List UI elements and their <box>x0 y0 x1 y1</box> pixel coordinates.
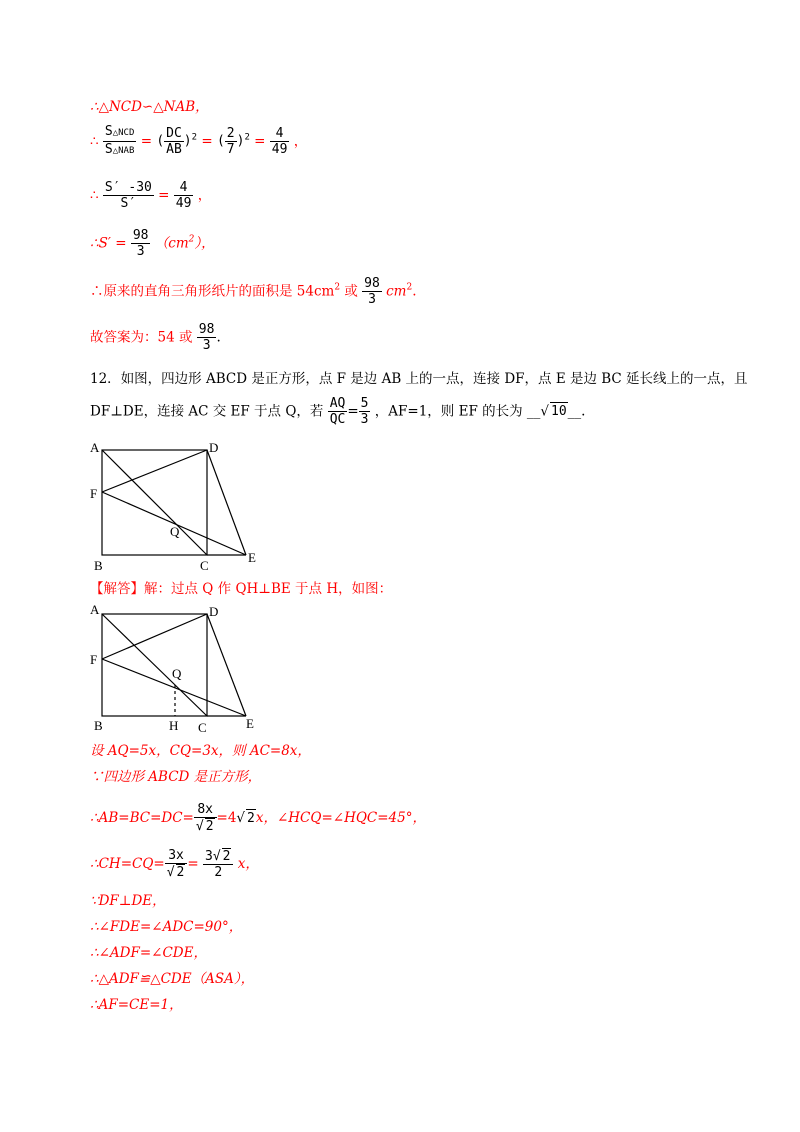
equals-sign: = <box>254 133 266 150</box>
frac-den: 7 <box>226 142 235 157</box>
segment-de <box>207 450 246 555</box>
question-text: 如图，四边形 ABCD 是正方形，点 F 是边 AB 上的一点，连接 DF，点 E 是边 BC 延长线上的一点，且 <box>120 371 748 387</box>
paren-close: ) <box>183 133 192 149</box>
unit-sup: 2 <box>188 234 195 245</box>
label-f: F <box>90 652 98 667</box>
label-d: D <box>209 440 219 455</box>
equals-sign: = <box>187 856 199 872</box>
frac-num: 98 <box>364 276 380 291</box>
radicand: 2 <box>247 810 255 826</box>
segment-fd <box>102 614 207 659</box>
end-text: ）， <box>194 235 215 252</box>
question-text: ，AF=1，则 EF 的长为 <box>374 403 523 420</box>
label-e: E <box>246 716 254 731</box>
question-12-line1 <box>90 370 748 388</box>
solution-tag: 【解答】 <box>90 581 144 597</box>
square-figure-1 <box>88 440 263 572</box>
frac-num: DC <box>166 126 182 141</box>
step-text: ∴AB=BC=DC= <box>90 810 194 826</box>
solution-step-9: ∴AF=CE=1， <box>90 997 183 1013</box>
label-f: F <box>90 486 98 501</box>
unit-sup: 2 <box>334 282 341 293</box>
sqrt-sign: √ <box>212 849 221 864</box>
equals-sign: = <box>347 403 359 420</box>
solution-step-1: 设 AQ=5x，CQ=3x，则 AC=8x， <box>90 743 311 759</box>
equals-sign: = <box>158 187 170 204</box>
unit-text: （cm <box>154 235 189 252</box>
question-number: 12． <box>90 371 121 387</box>
square-figure-2 <box>88 604 263 736</box>
unit-sup: 2 <box>406 282 413 293</box>
three-root2-over-2-fraction <box>203 848 233 880</box>
therefore-symbol: ∴ <box>90 187 99 204</box>
frac-den: 49 <box>175 196 192 211</box>
end-text: . <box>216 329 221 346</box>
four-49-fraction <box>270 126 290 157</box>
answer-text: 故答案为：54 或 <box>90 329 193 346</box>
frac-sub: △NAB <box>112 146 135 156</box>
frac-num: AQ <box>329 396 346 411</box>
dc-ab-fraction <box>164 126 184 157</box>
label-c: C <box>198 720 207 735</box>
step-similar-triangles: ∴△NCD∽△NAB， <box>90 99 209 115</box>
frac-den: 3 <box>360 412 369 427</box>
area-text: ∴原来的直角三角形纸片的面积是 54cm <box>90 283 335 300</box>
solution-step-2: ∵四边形 ABCD 是正方形， <box>90 769 262 785</box>
paren-close: ) <box>236 133 245 149</box>
frac-den: AB <box>166 142 182 157</box>
end-text: . <box>412 283 417 300</box>
frac-num: 4 <box>270 126 290 142</box>
comma: ， <box>293 133 308 150</box>
step-text: x， <box>237 856 259 872</box>
question-text: DF⊥DE，连接 AC 交 EF 于点 Q，若 <box>90 403 324 420</box>
label-b: B <box>94 718 103 733</box>
sqrt-sign: √ <box>166 865 175 880</box>
two-sevenths-fraction <box>225 126 237 157</box>
s-prime-fraction <box>103 180 154 211</box>
five-thirds-fraction <box>359 396 371 427</box>
frac-text: S <box>104 124 113 139</box>
segment-fd <box>102 450 207 492</box>
solution-step-4 <box>90 848 259 880</box>
segment-de <box>207 614 246 716</box>
answer-blank: __. <box>567 403 586 420</box>
frac-den: 3 <box>136 244 145 259</box>
area-ratio-fraction <box>103 124 137 159</box>
label-q: Q <box>172 666 182 681</box>
s-prime-text: ∴S′ = <box>90 235 127 252</box>
label-a: A <box>90 604 100 617</box>
unit-text: cm <box>381 283 407 300</box>
solution-intro: 解：过点 Q 作 QH⊥BE 于点 H，如图： <box>144 581 393 597</box>
frac-num: S′ -30 <box>104 180 152 195</box>
frac-num: 3 <box>204 849 213 864</box>
solution-step-5: ∵DF⊥DE， <box>90 893 166 909</box>
solution-step-6: ∴∠FDE=∠ADC=90°， <box>90 919 243 935</box>
label-d: D <box>209 604 219 619</box>
comma: ， <box>197 187 212 204</box>
ninety-eight-thirds-fraction <box>131 228 151 259</box>
label-a: A <box>90 440 100 455</box>
eight-x-over-root2-fraction <box>194 802 217 834</box>
solution-step-8: ∴△ADF≌△CDE（ASA）， <box>90 971 255 987</box>
step-text: x，∠HCQ=∠HQC=45°， <box>255 810 426 826</box>
frac-num: 4 <box>174 180 194 196</box>
ninety-eight-thirds-fraction <box>362 276 382 307</box>
label-b: B <box>94 558 103 572</box>
step-text: ∴CH=CQ= <box>90 856 165 872</box>
or-text: 或 <box>340 283 358 300</box>
label-c: C <box>200 558 209 572</box>
paren-open: ( <box>156 133 165 149</box>
solution-header <box>90 580 392 598</box>
frac-sub: △NCD <box>112 128 135 138</box>
paren-open: ( <box>216 133 225 149</box>
therefore-symbol: ∴ <box>90 133 99 150</box>
frac-den: 2 <box>176 865 185 880</box>
step-original-area <box>90 276 417 307</box>
frac-num: 5 <box>360 396 369 411</box>
frac-text: S <box>104 142 113 157</box>
sqrt-sign: √ <box>540 403 550 420</box>
frac-den: QC <box>329 412 346 427</box>
exponent: 2 <box>244 132 250 143</box>
aq-qc-fraction <box>328 396 348 427</box>
frac-den: S′ <box>120 196 137 211</box>
answer-blank: __ <box>526 403 541 420</box>
label-e: E <box>248 550 256 565</box>
step-text: =4 <box>216 810 237 826</box>
frac-den: 3 <box>368 292 376 307</box>
step-area-ratio <box>90 124 307 159</box>
frac-den: 49 <box>271 142 288 157</box>
step-s-prime-value <box>90 228 215 259</box>
exponent: 2 <box>191 132 198 143</box>
label-q: Q <box>170 524 180 539</box>
step-area-equation <box>90 180 211 211</box>
final-answer-line <box>90 322 221 353</box>
radicand: 2 <box>222 849 231 864</box>
four-49-fraction <box>174 180 194 211</box>
three-x-over-root2-fraction <box>165 848 188 880</box>
ninety-eight-thirds-fraction <box>197 322 217 353</box>
frac-num: 8x <box>194 802 217 818</box>
sqrt-sign: √ <box>195 819 204 834</box>
frac-num: 3x <box>165 848 188 864</box>
frac-den: 3 <box>202 338 211 353</box>
frac-den: 2 <box>214 865 223 880</box>
frac-den: 2 <box>205 819 214 834</box>
frac-num: 98 <box>198 322 215 337</box>
diagonal-ac <box>102 450 207 555</box>
label-h: H <box>169 718 179 733</box>
equals-sign: = <box>201 133 213 150</box>
question-12-line2 <box>90 396 585 427</box>
equals-sign: = <box>140 133 153 150</box>
solution-step-3 <box>90 802 426 834</box>
solution-step-7: ∴∠ADF=∠CDE， <box>90 945 207 961</box>
answer-radicand: 10 <box>551 404 567 419</box>
frac-num: 2 <box>226 126 235 141</box>
frac-num: 98 <box>132 228 149 243</box>
sqrt-sign: √ <box>236 810 246 826</box>
